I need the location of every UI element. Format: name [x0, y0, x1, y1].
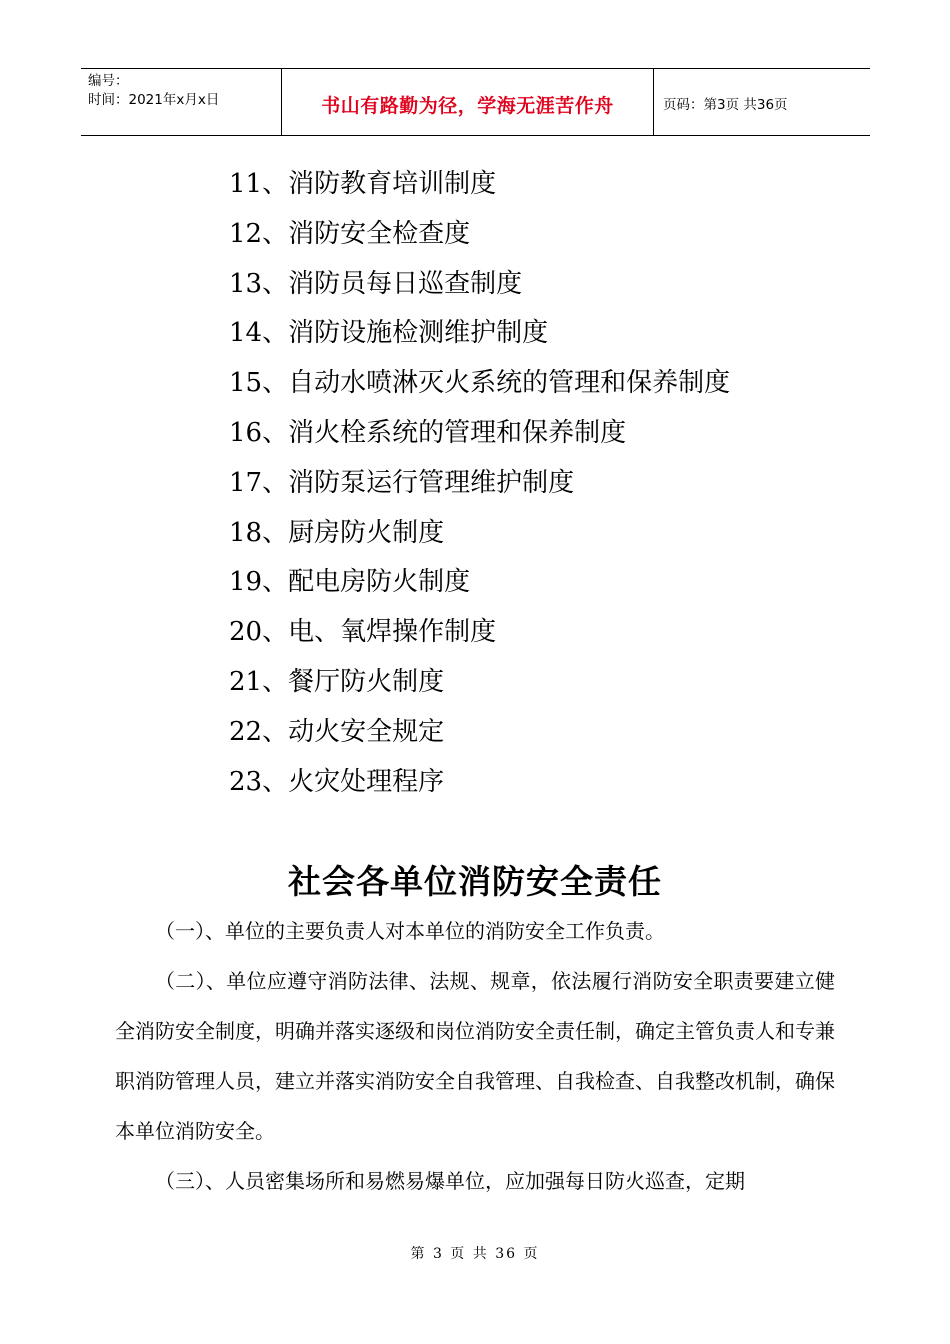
paragraph-2: （二）、单位应遵守消防法律、法规、规章，依法履行消防安全职责要建立健全消防安全制度，明确并落实逐级和岗位消防安全责任制，确定主管负责人和专兼职消防管理人员，建立并落实消防安全自我管理、自我检查、自我整改机制，确保本单位消防安全。	[115, 969, 835, 1143]
toc-item: 14、消防设施检测维护制度	[229, 318, 549, 349]
toc-item: 17、消防泵运行管理维护制度	[229, 467, 575, 498]
header-page-info: 页码：第3页 共36页	[663, 97, 788, 113]
section-body	[115, 906, 835, 1206]
paragraph-1: （一）、单位的主要负责人对本单位的消防安全工作负责。	[155, 919, 665, 943]
toc-list	[229, 160, 730, 807]
header-motto: 书山有路勤为径，学海无涯苦作舟	[282, 69, 654, 135]
header-meta	[81, 69, 282, 135]
toc-item: 11、消防教育培训制度	[229, 169, 497, 199]
header-number-label: 编号：	[88, 73, 129, 89]
paragraph-3: （三）、人员密集场所和易燃易爆单位，应加强每日防火巡查，定期	[155, 1169, 745, 1193]
toc-item: 23、火灾处理程序	[229, 766, 445, 797]
document-header	[81, 68, 870, 136]
section-title: 社会各单位消防安全责任	[288, 862, 662, 901]
toc-item: 19、配电房防火制度	[229, 567, 471, 598]
toc-item: 22、动火安全规定	[229, 716, 445, 747]
toc-item: 13、消防员每日巡查制度	[229, 268, 523, 299]
toc-item: 20、电、氧焊操作制度	[229, 617, 497, 648]
toc-item: 16、消火栓系统的管理和保养制度	[229, 417, 627, 448]
toc-item: 18、厨房防火制度	[229, 517, 445, 548]
toc-item: 21、餐厅防火制度	[229, 666, 445, 697]
toc-item: 15、自动水喷淋灭火系统的管理和保养制度	[229, 368, 731, 399]
toc-item: 12、消防安全检查度	[229, 218, 471, 249]
page-footer: 第 3 页 共 36 页	[410, 1246, 540, 1262]
header-date: 时间：2021年x月x日	[88, 92, 220, 108]
